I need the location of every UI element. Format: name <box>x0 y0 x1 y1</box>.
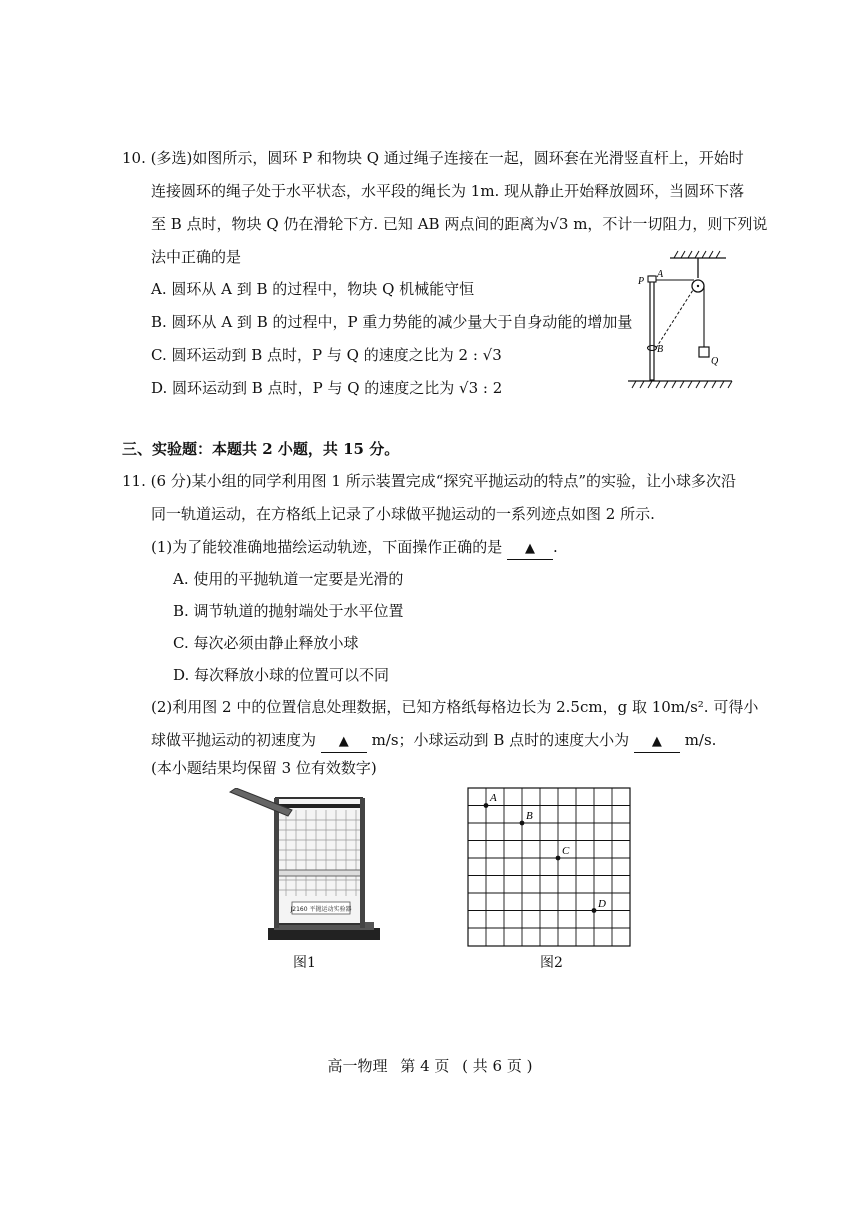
q10-option-d: D. 圆环运动到 B 点时，P 与 Q 的速度之比为 √3 : 2 <box>151 379 503 397</box>
q11-option-c: C. 每次必须由静止释放小球 <box>173 634 359 652</box>
grid-label-b: B <box>526 810 533 822</box>
point-b <box>520 821 525 826</box>
q10-line-4: 法中正确的是 <box>151 248 242 266</box>
footer-total: ( 共 6 页 ) <box>462 1057 533 1075</box>
q11-option-b: B. 调节轨道的抛射端处于水平位置 <box>173 602 404 620</box>
label-p: P <box>638 276 645 287</box>
answer-blank-1[interactable]: ▲ <box>507 539 553 560</box>
grid-label-a: A <box>490 792 497 804</box>
point-c <box>556 856 561 861</box>
q10-line-3: 至 B 点时，物块 Q 仍在滑轮下方. 已知 AB 两点间的距离为√3 m，不计一切阻力，则下列说 <box>151 215 768 233</box>
label-b: B <box>657 344 664 355</box>
q11-part-2-line-3: (本小题结果均保留 3 位有效数字) <box>151 759 377 777</box>
figure-2-caption: 图2 <box>540 955 563 971</box>
answer-blank-3[interactable]: ▲ <box>634 732 680 753</box>
q11-option-a: A. 使用的平抛轨道一定要是光滑的 <box>173 570 404 588</box>
q11-part-2-line-1: (2)利用图 2 中的位置信息处理数据，已知方格纸每格边长为 2.5cm，g 取 10m/s². 可得小 <box>151 698 759 716</box>
q11-line-1: 11. (6 分)某小组的同学利用图 1 所示装置完成“探究平抛运动的特点”的实验，让小球多次沿 <box>122 472 737 490</box>
apparatus-label: J2160 平抛运动实验器 <box>290 906 352 913</box>
point-a <box>484 803 489 808</box>
q11-part-2-text-a: 球做平抛运动的初速度为 <box>151 731 317 749</box>
footer-page: 第 4 页 <box>400 1057 450 1075</box>
page-footer <box>0 1055 860 1076</box>
figure-1-caption: 图1 <box>293 955 316 971</box>
q10-option-c: C. 圆环运动到 B 点时，P 与 Q 的速度之比为 2 : √3 <box>151 346 502 364</box>
q11-part-1-period: . <box>553 538 558 556</box>
grid-label-d: D <box>598 898 606 910</box>
q10-option-b: B. 圆环从 A 到 B 的过程中，P 重力势能的减少量大于自身动能的增加量 <box>151 313 633 331</box>
q11-line-2: 同一轨道运动，在方格纸上记录了小球做平抛运动的一系列迹点如图 2 所示. <box>151 505 655 523</box>
answer-blank-2[interactable]: ▲ <box>321 732 367 753</box>
q10-pulley-figure <box>628 248 740 393</box>
label-q: Q <box>711 356 719 367</box>
footer-subject: 高一物理 <box>327 1057 388 1075</box>
label-a: A <box>657 269 664 280</box>
section-heading: 三、实验题：本题共 2 小题，共 15 分。 <box>122 440 400 458</box>
q11-part-2-text-c: m/s. <box>684 731 717 749</box>
figure-2-grid <box>466 786 634 948</box>
q11-part-2-text-b: m/s；小球运动到 B 点时的速度大小为 <box>371 731 630 749</box>
q11-part-1 <box>151 537 558 560</box>
q10-line-2: 连接圆环的绳子处于水平状态，水平段的绳长为 1m. 现从静止开始释放圆环，当圆环下落 <box>151 182 745 200</box>
grid-label-c: C <box>562 845 570 857</box>
q11-option-d: D. 每次释放小球的位置可以不同 <box>173 666 390 684</box>
q10-line-1: 10. (多选)如图所示，圆环 P 和物块 Q 通过绳子连接在一起，圆环套在光滑竖直杆上，开始时 <box>122 149 744 167</box>
q10-option-a: A. 圆环从 A 到 B 的过程中，物块 Q 机械能守恒 <box>151 280 475 298</box>
figure-1-apparatus-image <box>228 788 380 946</box>
q11-part-1-text: (1)为了能较准确地描绘运动轨迹，下面操作正确的是 <box>151 538 503 556</box>
q11-part-2-line-2 <box>151 730 716 753</box>
point-d <box>592 908 597 913</box>
